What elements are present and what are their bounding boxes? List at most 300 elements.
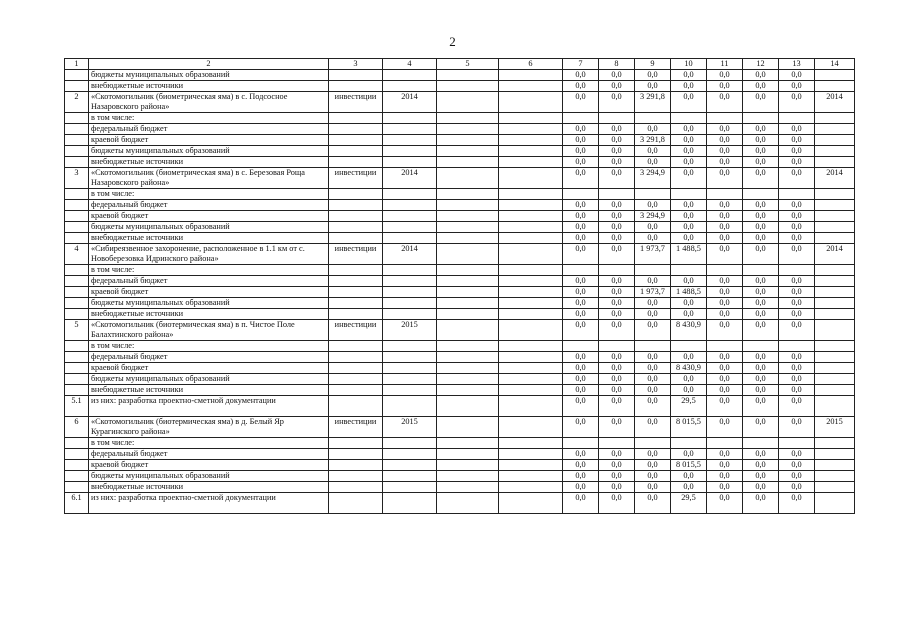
- table-cell: [329, 449, 383, 460]
- table-cell: [815, 222, 855, 233]
- table-cell: 0,0: [743, 482, 779, 493]
- table-cell: [499, 471, 563, 482]
- table-cell: внебюджетные источники: [89, 385, 329, 396]
- table-cell: [707, 265, 743, 276]
- table-row: [65, 438, 855, 449]
- table-cell: 0,0: [599, 70, 635, 81]
- table-cell: [499, 341, 563, 352]
- table-cell: 0,0: [563, 233, 599, 244]
- table-cell: [329, 385, 383, 396]
- table-cell: 0,0: [779, 493, 815, 514]
- table-cell: [329, 233, 383, 244]
- table-cell: 0,0: [779, 135, 815, 146]
- table-cell: [599, 189, 635, 200]
- table-cell: 0,0: [743, 168, 779, 189]
- header-cell: 2: [89, 59, 329, 70]
- table-cell: [437, 265, 499, 276]
- table-cell: 0,0: [671, 298, 707, 309]
- table-cell: 0,0: [599, 460, 635, 471]
- table-cell: 0,0: [599, 396, 635, 417]
- table-cell: 0,0: [707, 385, 743, 396]
- header-cell: 3: [329, 59, 383, 70]
- table-cell: [499, 482, 563, 493]
- header-cell: 9: [635, 59, 671, 70]
- table-cell: 0,0: [743, 471, 779, 482]
- table-cell: 0,0: [599, 320, 635, 341]
- table-cell: 0,0: [671, 482, 707, 493]
- table-row: [65, 374, 855, 385]
- table-cell: [563, 189, 599, 200]
- table-cell: 2015: [815, 417, 855, 438]
- table-cell: 2014: [383, 168, 437, 189]
- table-cell: [437, 438, 499, 449]
- table-cell: «Скотомогильник (биометрическая яма) в с. Березовая Роща Назаровского района»: [89, 168, 329, 189]
- table-row: [65, 385, 855, 396]
- table-cell: 0,0: [779, 157, 815, 168]
- table-cell: 0,0: [743, 157, 779, 168]
- table-row: [65, 113, 855, 124]
- table-cell: 0,0: [599, 287, 635, 298]
- table-cell: 0,0: [635, 309, 671, 320]
- table-cell: 1 488,5: [671, 287, 707, 298]
- table-cell: 0,0: [563, 222, 599, 233]
- table-cell: 0,0: [707, 482, 743, 493]
- table-cell: [437, 460, 499, 471]
- table-cell: 0,0: [563, 493, 599, 514]
- header-row: [65, 59, 855, 70]
- table-cell: [329, 396, 383, 417]
- table-cell: 0,0: [671, 135, 707, 146]
- table-cell: бюджеты муниципальных образований: [89, 471, 329, 482]
- table-cell: 6.1: [65, 493, 89, 514]
- table-cell: 0,0: [707, 233, 743, 244]
- table-cell: 0,0: [635, 124, 671, 135]
- table-row: [65, 146, 855, 157]
- table-cell: 0,0: [671, 222, 707, 233]
- table-cell: 0,0: [635, 233, 671, 244]
- table-cell: [499, 417, 563, 438]
- table-cell: из них: разработка проектно-сметной документации: [89, 493, 329, 514]
- table-cell: 0,0: [599, 168, 635, 189]
- table-cell: 0,0: [635, 320, 671, 341]
- table-cell: [383, 374, 437, 385]
- table-cell: [563, 113, 599, 124]
- table-cell: [437, 341, 499, 352]
- table-cell: [383, 363, 437, 374]
- table-cell: [65, 363, 89, 374]
- table-cell: 0,0: [563, 449, 599, 460]
- table-cell: 0,0: [707, 298, 743, 309]
- table-cell: [499, 81, 563, 92]
- table-cell: [815, 482, 855, 493]
- table-cell: [437, 113, 499, 124]
- table-cell: 0,0: [563, 482, 599, 493]
- table-cell: [779, 438, 815, 449]
- table-cell: [499, 233, 563, 244]
- table-cell: [815, 298, 855, 309]
- table-cell: 0,0: [707, 211, 743, 222]
- table-cell: [671, 341, 707, 352]
- table-cell: «Сибиреязвенное захоронение, расположенное в 1.1 км от с. Новоберезовка Идринского района»: [89, 244, 329, 265]
- table-cell: [707, 113, 743, 124]
- table-cell: [65, 189, 89, 200]
- table-cell: 0,0: [743, 146, 779, 157]
- table-cell: [635, 265, 671, 276]
- table-cell: [383, 352, 437, 363]
- table-cell: 0,0: [779, 482, 815, 493]
- table-cell: [383, 124, 437, 135]
- table-cell: [65, 352, 89, 363]
- table-row: [65, 222, 855, 233]
- table-cell: [383, 222, 437, 233]
- table-cell: в том числе:: [89, 341, 329, 352]
- table-cell: [563, 438, 599, 449]
- table-cell: 0,0: [707, 157, 743, 168]
- table-row: [65, 276, 855, 287]
- table-cell: федеральный бюджет: [89, 352, 329, 363]
- table-cell: 0,0: [671, 92, 707, 113]
- table-cell: [329, 493, 383, 514]
- table-cell: внебюджетные источники: [89, 482, 329, 493]
- table-cell: [779, 265, 815, 276]
- table-cell: 0,0: [779, 233, 815, 244]
- table-cell: [383, 81, 437, 92]
- table-cell: 0,0: [599, 81, 635, 92]
- table-cell: [437, 157, 499, 168]
- table-cell: [635, 189, 671, 200]
- table-cell: 0,0: [707, 124, 743, 135]
- table-cell: [65, 222, 89, 233]
- table-cell: 0,0: [563, 460, 599, 471]
- table-cell: 0,0: [779, 222, 815, 233]
- table-cell: [815, 460, 855, 471]
- table-cell: «Скотомогильник (биотермическая яма) в д. Белый Яр Курагинского района»: [89, 417, 329, 438]
- table-cell: бюджеты муниципальных образований: [89, 222, 329, 233]
- table-cell: [499, 222, 563, 233]
- table-cell: [437, 352, 499, 363]
- table-cell: [499, 189, 563, 200]
- table-cell: [437, 233, 499, 244]
- table-cell: [65, 70, 89, 81]
- table-cell: 0,0: [635, 276, 671, 287]
- table-cell: 0,0: [743, 244, 779, 265]
- table-cell: 0,0: [707, 276, 743, 287]
- table-cell: 0,0: [563, 374, 599, 385]
- table-cell: [65, 482, 89, 493]
- table-cell: 0,0: [779, 449, 815, 460]
- table-cell: [329, 482, 383, 493]
- table-cell: федеральный бюджет: [89, 200, 329, 211]
- table-cell: [499, 287, 563, 298]
- table-row: [65, 309, 855, 320]
- table-cell: [671, 113, 707, 124]
- table-cell: 0,0: [563, 276, 599, 287]
- table-cell: 0,0: [563, 157, 599, 168]
- table-cell: [437, 471, 499, 482]
- table-cell: 0,0: [779, 200, 815, 211]
- table-cell: 0,0: [635, 482, 671, 493]
- table-cell: [815, 287, 855, 298]
- table-row: [65, 200, 855, 211]
- table-cell: [329, 157, 383, 168]
- table-cell: в том числе:: [89, 265, 329, 276]
- table-cell: инвестиции: [329, 168, 383, 189]
- table-cell: 0,0: [635, 70, 671, 81]
- table-cell: 0,0: [599, 92, 635, 113]
- table-cell: 0,0: [635, 449, 671, 460]
- table-cell: [815, 135, 855, 146]
- table-cell: [437, 189, 499, 200]
- table-cell: [437, 146, 499, 157]
- table-cell: 0,0: [563, 244, 599, 265]
- table-row: [65, 417, 855, 438]
- table-cell: [437, 417, 499, 438]
- header-cell: 11: [707, 59, 743, 70]
- table-cell: 2015: [383, 320, 437, 341]
- table-cell: 0,0: [743, 352, 779, 363]
- table-cell: 0,0: [743, 320, 779, 341]
- table-cell: 0,0: [779, 385, 815, 396]
- table-cell: 0,0: [599, 124, 635, 135]
- table-cell: 2014: [815, 92, 855, 113]
- table-cell: [499, 449, 563, 460]
- table-cell: [65, 298, 89, 309]
- table-cell: 0,0: [743, 222, 779, 233]
- table-row: [65, 449, 855, 460]
- table-cell: [383, 135, 437, 146]
- header-cell: 12: [743, 59, 779, 70]
- table-cell: 0,0: [599, 482, 635, 493]
- table-cell: 2014: [815, 168, 855, 189]
- table-row: [65, 460, 855, 471]
- table-cell: 0,0: [779, 460, 815, 471]
- table-cell: 0,0: [599, 298, 635, 309]
- table-cell: [329, 70, 383, 81]
- table-cell: 2015: [383, 417, 437, 438]
- table-cell: 0,0: [707, 396, 743, 417]
- table-cell: [65, 124, 89, 135]
- table-cell: [743, 438, 779, 449]
- table-cell: [329, 222, 383, 233]
- table-cell: 0,0: [743, 233, 779, 244]
- table-cell: 0,0: [743, 374, 779, 385]
- table-cell: 0,0: [671, 471, 707, 482]
- table-cell: [707, 189, 743, 200]
- table-cell: [65, 211, 89, 222]
- table-cell: 0,0: [599, 309, 635, 320]
- table-cell: [329, 276, 383, 287]
- table-cell: [437, 309, 499, 320]
- table-cell: 0,0: [707, 471, 743, 482]
- table-cell: [383, 233, 437, 244]
- header-cell: 5: [437, 59, 499, 70]
- table-cell: [65, 233, 89, 244]
- table-cell: 0,0: [671, 233, 707, 244]
- table-cell: [815, 233, 855, 244]
- table-cell: [329, 135, 383, 146]
- table-cell: 0,0: [707, 222, 743, 233]
- table-cell: 0,0: [743, 70, 779, 81]
- table-cell: 2014: [383, 92, 437, 113]
- table-cell: [437, 363, 499, 374]
- table-cell: [499, 92, 563, 113]
- table-cell: «Скотомогильник (биотермическая яма) в п. Чистое Поле Балахтинского района»: [89, 320, 329, 341]
- table-cell: [707, 341, 743, 352]
- table-cell: [815, 146, 855, 157]
- table-cell: [599, 265, 635, 276]
- table-cell: [65, 81, 89, 92]
- table-cell: в том числе:: [89, 438, 329, 449]
- table-cell: 0,0: [599, 276, 635, 287]
- table-cell: 0,0: [743, 276, 779, 287]
- table-cell: [329, 287, 383, 298]
- table-cell: [65, 287, 89, 298]
- table-cell: 1 488,5: [671, 244, 707, 265]
- table-cell: 0,0: [743, 417, 779, 438]
- table-cell: 0,0: [779, 320, 815, 341]
- table-cell: [815, 113, 855, 124]
- table-cell: 0,0: [635, 352, 671, 363]
- table-cell: 29,5: [671, 493, 707, 514]
- table-cell: 0,0: [707, 135, 743, 146]
- table-cell: [499, 320, 563, 341]
- table-row: [65, 233, 855, 244]
- table-cell: [65, 449, 89, 460]
- table-cell: 0,0: [743, 363, 779, 374]
- table-cell: 0,0: [563, 211, 599, 222]
- table-cell: 0,0: [563, 135, 599, 146]
- table-cell: 4: [65, 244, 89, 265]
- table-cell: 0,0: [671, 309, 707, 320]
- table-cell: 0,0: [671, 81, 707, 92]
- table-cell: [743, 189, 779, 200]
- table-cell: [329, 265, 383, 276]
- table-cell: [499, 244, 563, 265]
- table-cell: [383, 211, 437, 222]
- table-cell: [383, 200, 437, 211]
- table-cell: в том числе:: [89, 113, 329, 124]
- table-cell: [599, 113, 635, 124]
- table-cell: [779, 341, 815, 352]
- table-cell: [437, 124, 499, 135]
- table-cell: [437, 396, 499, 417]
- table-cell: 1 973,7: [635, 244, 671, 265]
- table-cell: [329, 363, 383, 374]
- table-cell: 0,0: [707, 168, 743, 189]
- table-cell: 0,0: [635, 157, 671, 168]
- table-cell: 0,0: [779, 244, 815, 265]
- table-cell: федеральный бюджет: [89, 124, 329, 135]
- table-cell: [499, 157, 563, 168]
- table-cell: [499, 396, 563, 417]
- table-cell: [437, 482, 499, 493]
- table-cell: [329, 471, 383, 482]
- table-row: [65, 287, 855, 298]
- table-row: [65, 168, 855, 189]
- table-cell: [65, 135, 89, 146]
- table-cell: 0,0: [671, 276, 707, 287]
- table-cell: 0,0: [599, 146, 635, 157]
- table-cell: [743, 265, 779, 276]
- header-cell: 13: [779, 59, 815, 70]
- table-cell: краевой бюджет: [89, 363, 329, 374]
- table-cell: 0,0: [671, 352, 707, 363]
- table-cell: 0,0: [671, 200, 707, 211]
- table-cell: 0,0: [779, 168, 815, 189]
- table-cell: [743, 341, 779, 352]
- table-cell: [437, 298, 499, 309]
- table-cell: 0,0: [635, 81, 671, 92]
- table-row: [65, 363, 855, 374]
- table-cell: [65, 265, 89, 276]
- table-cell: [499, 276, 563, 287]
- table-cell: [437, 449, 499, 460]
- table-cell: 0,0: [743, 309, 779, 320]
- table-cell: [499, 135, 563, 146]
- table-cell: 0,0: [707, 200, 743, 211]
- table-cell: [563, 265, 599, 276]
- table-cell: 0,0: [563, 92, 599, 113]
- table-cell: краевой бюджет: [89, 460, 329, 471]
- table-cell: [383, 341, 437, 352]
- table-cell: 0,0: [779, 276, 815, 287]
- table-cell: 0,0: [599, 222, 635, 233]
- table-cell: [815, 81, 855, 92]
- table-cell: 0,0: [707, 309, 743, 320]
- table-cell: [499, 211, 563, 222]
- table-cell: [815, 438, 855, 449]
- table-cell: 3: [65, 168, 89, 189]
- table-cell: [329, 374, 383, 385]
- table-cell: [329, 200, 383, 211]
- table-cell: 0,0: [563, 352, 599, 363]
- table-cell: 0,0: [779, 211, 815, 222]
- table-cell: федеральный бюджет: [89, 449, 329, 460]
- table-cell: 0,0: [671, 449, 707, 460]
- table-row: [65, 124, 855, 135]
- table-cell: [437, 276, 499, 287]
- table-cell: [815, 341, 855, 352]
- table-cell: 0,0: [743, 460, 779, 471]
- table-cell: инвестиции: [329, 320, 383, 341]
- table-cell: [599, 341, 635, 352]
- table-cell: 0,0: [743, 135, 779, 146]
- table-cell: 0,0: [743, 449, 779, 460]
- table-cell: 3 291,8: [635, 92, 671, 113]
- table-cell: [499, 200, 563, 211]
- table-cell: 0,0: [743, 385, 779, 396]
- table-cell: в том числе:: [89, 189, 329, 200]
- table-cell: [437, 92, 499, 113]
- table-cell: [65, 113, 89, 124]
- table-cell: [499, 352, 563, 363]
- table-cell: краевой бюджет: [89, 211, 329, 222]
- table-cell: [499, 265, 563, 276]
- table-cell: 0,0: [635, 222, 671, 233]
- table-cell: 0,0: [743, 124, 779, 135]
- table-cell: [815, 493, 855, 514]
- table-cell: 0,0: [707, 320, 743, 341]
- table-cell: 1 973,7: [635, 287, 671, 298]
- table-cell: 5.1: [65, 396, 89, 417]
- table-cell: [815, 320, 855, 341]
- table-cell: 0,0: [563, 146, 599, 157]
- table-cell: 0,0: [671, 124, 707, 135]
- table-cell: [383, 265, 437, 276]
- table-row: [65, 471, 855, 482]
- table-cell: [65, 200, 89, 211]
- table-cell: 0,0: [563, 309, 599, 320]
